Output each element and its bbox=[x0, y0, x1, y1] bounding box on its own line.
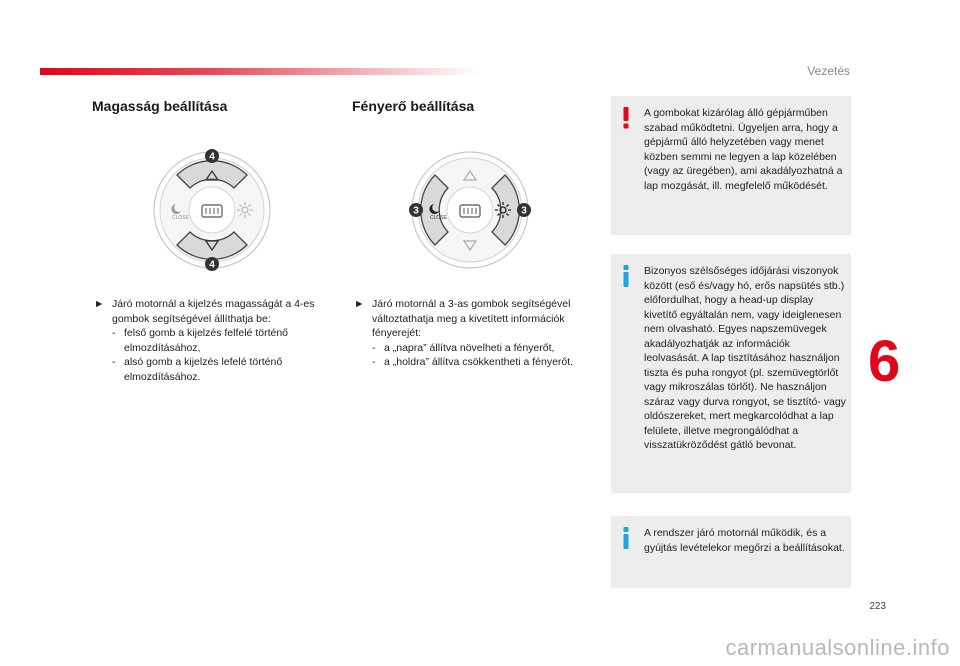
svg-text:3: 3 bbox=[521, 205, 527, 217]
info-note-memory: A rendszer járó motornál működik, és a gyújtás levételekor megőrzi a beállításokat. bbox=[611, 516, 851, 588]
badge-bottom bbox=[205, 257, 219, 271]
svg-text:3: 3 bbox=[413, 205, 419, 217]
arrow-bullet-icon: ► bbox=[354, 298, 365, 310]
list-item: a „napra” állítva növelheti a fényerőt, bbox=[384, 341, 555, 354]
close-label: CLOSE bbox=[430, 215, 447, 221]
warning-note: A gombokat kizárólag álló gépjárműben szabad működtetni. Ügyeljen arra, hogy a gépjármű álló helyzetében vagy menet közben semmi ne legyen a lap közelében (vagy az üregében), ami akadályozhatná a lap mozgását, ill. megfelelő működését. bbox=[611, 96, 851, 235]
arrow-bullet-icon: ► bbox=[94, 298, 105, 310]
brightness-adjust-title: Fényerő beállítása bbox=[352, 98, 475, 114]
info-note-weather: Bizonyos szélsőséges időjárási viszonyok között (eső és/vagy hó, erős napsütés stb.) előfordulhat, hogy a head-up display kivetítő egyáltalán nem, vagy ideiglenesen nem olvasható. Egyes napszemüvegek akadályozhatják az információk leolvasását. A lap tisztításához használjon tiszta és puha rongyot (pl. szemüvegtörlőt vagy mikroszálas törlőt). Ne használjon száraz vagy durva rongyot, se tisztító- vagy oldószereket, mert megkarcolódhat a lap felülete, illetve megrongálódhat a visszatükröződést gátló bevonat. bbox=[611, 254, 851, 493]
svg-text:4: 4 bbox=[209, 259, 215, 271]
info-icon bbox=[619, 527, 633, 549]
height-dial-diagram bbox=[150, 148, 274, 272]
close-label: CLOSE bbox=[172, 215, 189, 221]
header-accent-bar bbox=[40, 68, 480, 75]
height-instructions: ► Járó motornál a kijelzés magasságát a 4-es gombok segítségével állíthatja be: - felső gomb a kijelzés felfelé történő elmozdításához, - alsó gomb a kijelzés lefelé történő elmozdításához. bbox=[94, 298, 315, 383]
svg-text:4: 4 bbox=[209, 151, 215, 163]
badge-left bbox=[409, 203, 423, 217]
warning-icon bbox=[619, 107, 633, 129]
section-title: Vezetés bbox=[807, 64, 850, 78]
page-number: 223 bbox=[869, 601, 886, 612]
badge-right bbox=[517, 203, 531, 217]
info-icon bbox=[619, 265, 633, 287]
brightness-dial-diagram bbox=[408, 148, 532, 272]
list-item: a „holdra” állítva csökkentheti a fényerőt. bbox=[384, 356, 574, 368]
list-item: alsó gomb a kijelzés lefelé történő elmozdításához. bbox=[124, 356, 283, 383]
watermark: carmanualsonline.info bbox=[725, 635, 950, 660]
badge-top bbox=[205, 149, 219, 163]
height-adjust-title: Magasság beállítása bbox=[92, 98, 228, 114]
chapter-number: 6 bbox=[868, 329, 901, 394]
list-item: felső gomb a kijelzés felfelé történő elmozdításához, bbox=[124, 327, 289, 354]
brightness-instructions: ► Járó motornál a 3-as gombok segítségével változtathatja meg a kivetített információk fényerejét: - a „napra” állítva növelheti a fényerőt, - a „holdra” állítva csökkentheti a fényerőt. bbox=[354, 298, 574, 368]
